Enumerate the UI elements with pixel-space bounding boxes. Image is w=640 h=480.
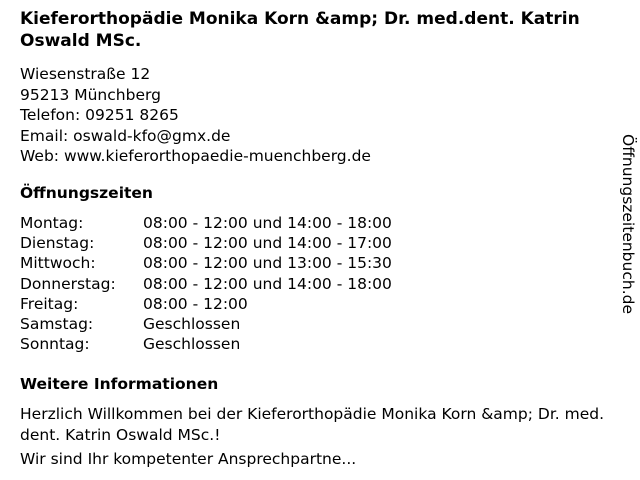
more-info-text: [20, 404, 630, 470]
time-value: 08:00 - 12:00: [143, 294, 248, 313]
day-label: Mittwoch:: [20, 254, 96, 273]
day-label: Dienstag:: [20, 234, 95, 253]
hours-row-sunday: [20, 334, 392, 354]
street-address: Wiesenstraße 12: [20, 65, 151, 83]
day-label: Freitag:: [20, 294, 79, 313]
day-label: Samstag:: [20, 315, 94, 334]
time-value: 08:00 - 12:00 und 14:00 - 18:00: [143, 214, 392, 232]
hours-row-saturday: [20, 314, 392, 334]
phone-number: Telefon: 09251 8265: [20, 106, 179, 124]
time-value: 08:00 - 12:00 und 14:00 - 18:00: [143, 274, 392, 293]
hours-row-thursday: [20, 274, 392, 294]
email-address: Email: oswald-kfo@gmx.de: [20, 126, 231, 145]
day-label: Sonntag:: [20, 335, 90, 354]
website-address: Web: www.kieferorthopaedie-muenchberg.de: [20, 147, 371, 165]
hours-row-friday: [20, 294, 392, 314]
site-brand-vertical: Öffnungszeitenbuch.de: [619, 134, 637, 314]
time-value: 08:00 - 12:00 und 13:00 - 15:30: [143, 254, 392, 273]
day-label: Donnerstag:: [20, 274, 116, 293]
day-label: Montag:: [20, 214, 84, 232]
more-info-heading: Weitere Informationen: [20, 375, 219, 393]
opening-hours-heading: Öffnungszeiten: [20, 184, 153, 202]
time-value: 08:00 - 12:00 und 14:00 - 17:00: [143, 234, 392, 253]
welcome-paragraph: Herzlich Willkommen bei der Kieferorthopädie Monika Korn &amp; Dr. med. dent. Katrin Oswald MSc.!: [20, 405, 605, 444]
city-address: 95213 Münchberg: [20, 85, 161, 104]
contact-block: [20, 64, 371, 167]
page-title: Kieferorthopädie Monika Korn &amp; Dr. med.dent. Katrin Oswald MSc.: [20, 9, 580, 51]
time-value: Geschlossen: [143, 315, 241, 334]
time-value: Geschlossen: [143, 335, 241, 354]
hours-row-tuesday: [20, 233, 392, 253]
opening-hours-table: [20, 213, 392, 354]
hours-row-monday: [20, 213, 392, 233]
description-paragraph: Wir sind Ihr kompetenter Ansprechpartne...: [20, 450, 357, 468]
hours-row-wednesday: [20, 253, 392, 273]
